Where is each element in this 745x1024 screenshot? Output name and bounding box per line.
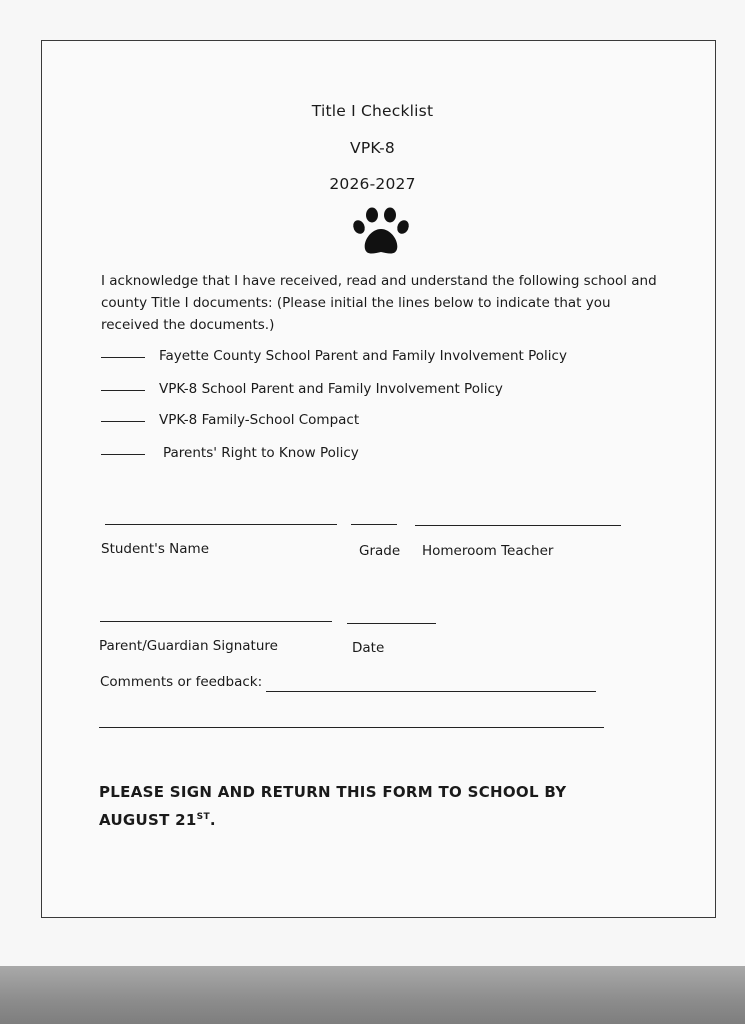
return-instructions-text: PLEASE SIGN AND RETURN THIS FORM TO SCHOOL BY AUGUST 21 xyxy=(99,783,567,829)
parent-signature-line[interactable] xyxy=(100,621,332,622)
ordinal-suffix: ST xyxy=(196,812,210,822)
student-name-line[interactable] xyxy=(105,524,337,525)
comments-line[interactable] xyxy=(266,691,596,692)
date-label: Date xyxy=(352,640,385,656)
homeroom-teacher-label: Homeroom Teacher xyxy=(422,543,554,559)
acknowledgement-text: I acknowledge that I have received, read and understand the following school and county Title I documents: (Please initial the lines below to indicate that you received the documents.) xyxy=(101,273,657,333)
checklist-item xyxy=(101,445,359,461)
checklist-label: VPK-8 School Parent and Family Involvement Policy xyxy=(159,381,503,397)
checklist-label: Fayette County School Parent and Family Involvement Policy xyxy=(159,348,567,364)
comments-line-2[interactable] xyxy=(99,727,604,728)
checklist-item xyxy=(101,412,359,428)
initial-line[interactable] xyxy=(101,357,145,358)
parent-signature-label: Parent/Guardian Signature xyxy=(99,638,278,654)
homeroom-teacher-line[interactable] xyxy=(415,525,621,526)
checklist-label: Parents' Right to Know Policy xyxy=(163,445,359,461)
checklist-item xyxy=(101,348,567,364)
form-title: Title I Checklist xyxy=(311,102,434,120)
student-name-label: Student's Name xyxy=(101,541,210,557)
checklist-label: VPK-8 Family-School Compact xyxy=(159,412,360,428)
grade-line[interactable] xyxy=(351,524,397,525)
checklist-item xyxy=(101,381,503,397)
comments-label: Comments or feedback: xyxy=(100,674,263,690)
school-year: 2026-2027 xyxy=(329,175,416,193)
grade-label: Grade xyxy=(359,543,401,559)
scanner-edge xyxy=(0,966,745,1024)
paw-print-icon xyxy=(351,205,411,257)
initial-line[interactable] xyxy=(101,390,145,391)
closing-period: . xyxy=(209,811,216,829)
school-name: VPK-8 xyxy=(350,139,395,157)
return-instructions xyxy=(99,780,619,833)
initial-line[interactable] xyxy=(101,454,145,455)
date-line[interactable] xyxy=(347,623,436,624)
initial-line[interactable] xyxy=(101,421,145,422)
